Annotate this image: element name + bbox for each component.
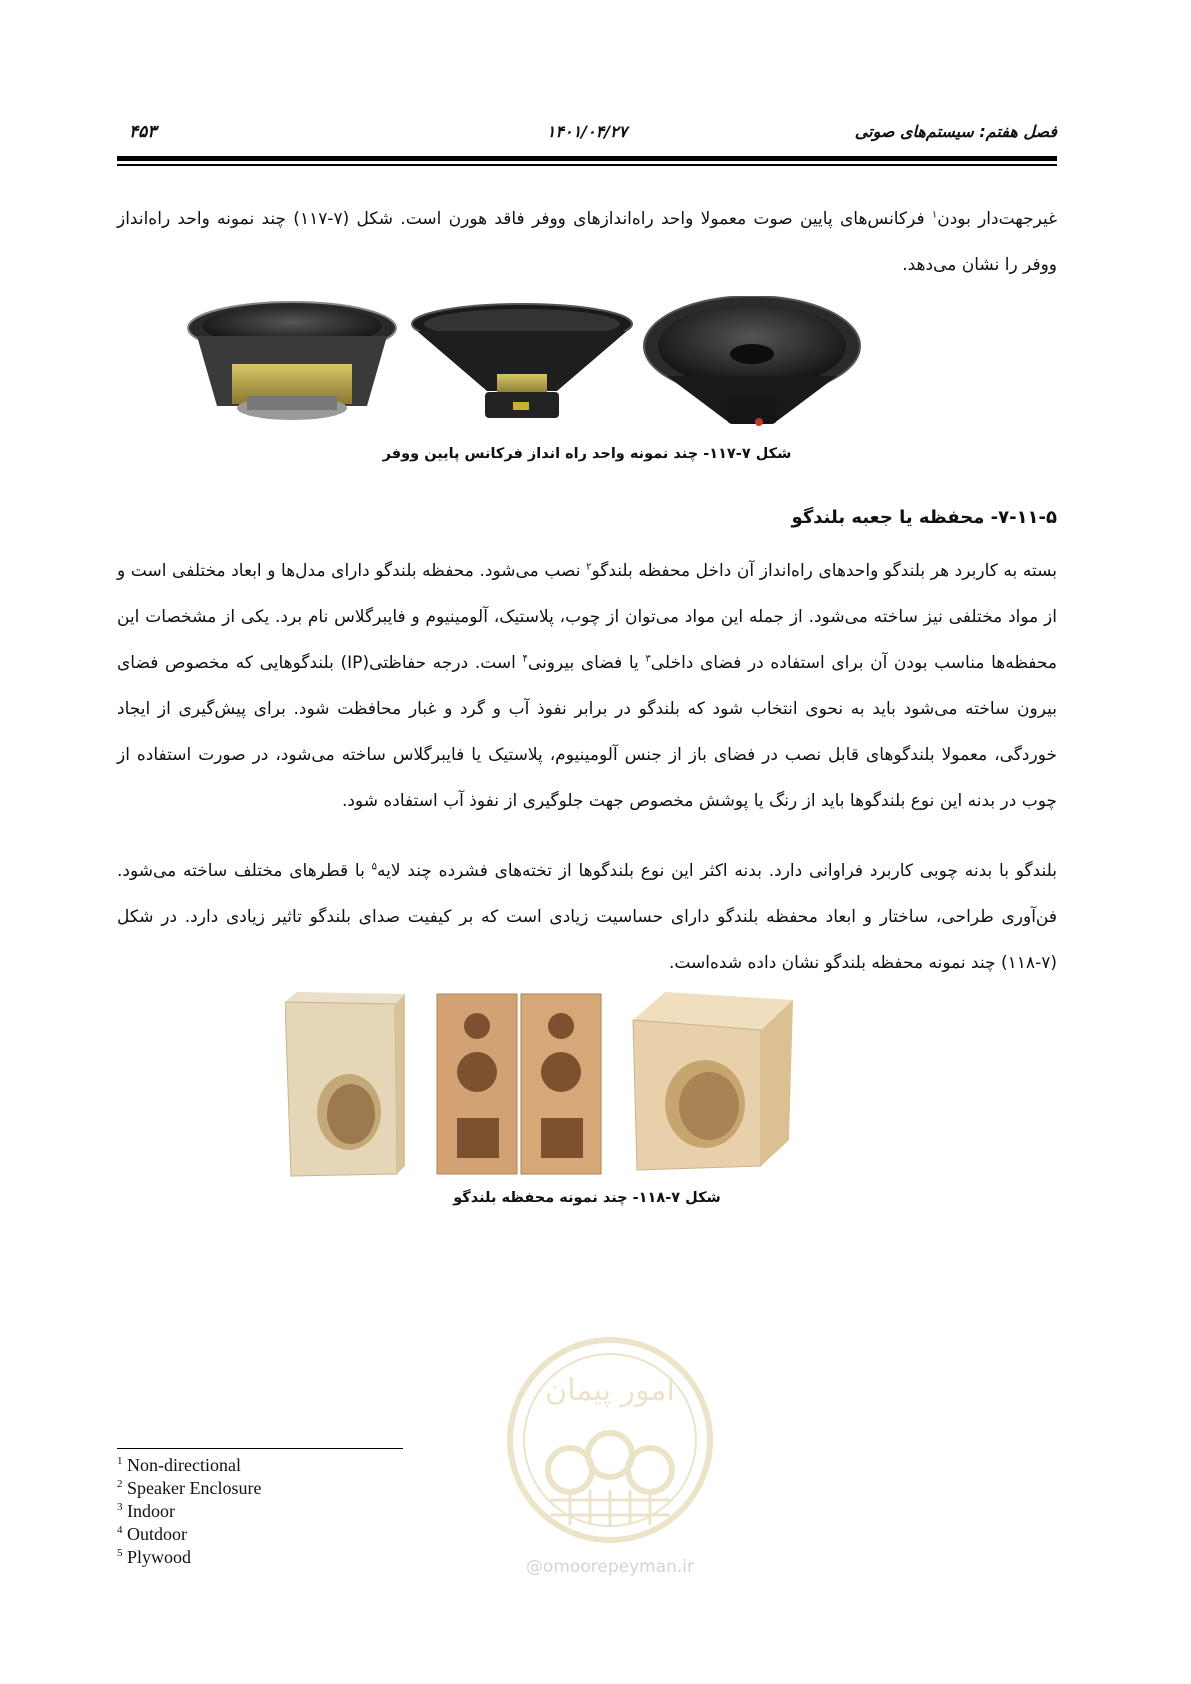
paragraph-text: است. درجه حفاظتی(IP) بلندگوهایی که مخصوص فضای بیرون ساخته می‌شود باید به نحوی انتخاب شود که بلندگو در برابر نفوذ آب و گرد و غبار محافظت شود. برای پیش‌گیری از ایجاد خوردگی، معمولا بلندگوهای قابل نصب در فضای باز از جنس آلومینیوم، پلاستیک یا فایبرگلاس ساخته می‌شود، در صورت استفاده از چوب در بدنه این نوع بلندگوها باید از رنگ یا پوشش مخصوص جهت جلوگیری از نفوذ آب استفاده شود. [117,653,1057,811]
footnote-ref[interactable]: ۳ [645,653,651,665]
footnote-item [117,1546,517,1569]
header-date: ۱۴۰۱/۰۴/۲۷ [546,122,628,141]
paragraph-wooden [117,848,1057,986]
footnote-text: Indoor [127,1501,175,1521]
woofer-driver-3 [644,296,860,426]
paragraph-text: فرکانس‌های پایین صوت معمولا واحد راه‌اندازهای ووفر فاقد هورن است. شکل (۷-۱۱۷) چند نمونه واحد راه‌انداز ووفر را نشان می‌دهد. [117,209,1057,275]
figure-117-caption: شکل ۷-۱۱۷- چند نمونه واحد راه انداز فرکانس پایین ووفر [382,446,792,462]
paragraph-text: یا فضای بیرونی [527,653,646,673]
paragraph-enclosure [117,548,1057,824]
footnote-ref[interactable]: ۱ [931,209,938,221]
footnote-text: Speaker Enclosure [127,1478,262,1498]
paragraph-text: بسته به کاربرد هر بلندگو واحدهای راه‌انداز آن داخل محفظه بلندگو [591,561,1058,581]
enclosure-pair [437,994,601,1174]
paragraph-text: غیرجهت‌دار بودن [937,209,1058,229]
woofer-driver-2 [412,304,632,418]
paragraph-text: با قطرهای مختلف ساخته می‌شود. فن‌آوری طراحی، ساختار و ابعاد محفظه بلندگو دارای حساسیت زیادی است که بر کیفیت صدای بلندگو تاثیر زیادی دارد. در شکل (۷-۱۱۸) چند نمونه محفظه بلندگو نشان داده شده‌است. [117,861,1057,973]
enclosure-1 [285,992,405,1176]
footnote-ref[interactable]: ۵ [371,861,377,873]
footnote-number: 1 [117,1455,123,1467]
footnote-number: 3 [117,1501,123,1513]
footnote-item [117,1477,517,1500]
paragraph-intro [117,196,1057,288]
woofer-drivers-figure [187,296,867,434]
footnote-separator [117,1448,403,1449]
footnotes [117,1454,517,1569]
watermark-logo [490,1330,730,1580]
paragraph-text: نصب می‌شود. محفظه بلندگو دارای مدل‌ها و ابعاد مختلفی است و از مواد مختلفی نیز ساخته می‌شود. از جمله این مواد می‌توان از چوب، پلاستیک، آلومینیوم و فایبرگلاس نام برد. یکی از مشخصات این محفظه‌ها مناسب بودن آن برای استفاده در فضای داخلی [117,561,1057,673]
section-heading: ۷-۱۱-۵- محفظه یا جعبه بلندگو [791,507,1057,528]
footnote-text: Plywood [127,1547,192,1567]
paragraph-text: بلندگو با بدنه چوبی کاربرد فراوانی دارد. بدنه اکثر این نوع بلندگوها از تخته‌های فشرده چند لایه [377,861,1058,881]
page-header [117,118,1057,144]
footnote-item [117,1523,517,1546]
footnote-number: 4 [117,1524,123,1536]
footnote-number: 2 [117,1478,123,1490]
watermark-logo-text: امور پیمان [545,1373,675,1408]
footnote-text: Non-directional [127,1455,241,1475]
footnote-ref[interactable]: ۲ [586,561,592,573]
footnote-item [117,1500,517,1523]
header-rule-thin [117,164,1057,166]
enclosure-3 [633,992,793,1170]
header-rule-thick [117,156,1057,161]
footnote-ref[interactable]: ۴ [522,653,528,665]
footnote-item [117,1454,517,1477]
woofer-driver-1 [188,302,396,420]
page-number: ۴۵۳ [129,122,157,142]
footnote-number: 5 [117,1547,123,1559]
chapter-title: فصل هفتم: سیستم‌های صوتی [854,122,1057,141]
speaker-enclosures-figure [285,990,795,1180]
figure-118-caption: شکل ۷-۱۱۸- چند نمونه محفظه بلندگو [453,1190,721,1206]
footnote-text: Outdoor [127,1524,187,1544]
watermark-url: @omoorepeyman.ir [525,1557,695,1577]
